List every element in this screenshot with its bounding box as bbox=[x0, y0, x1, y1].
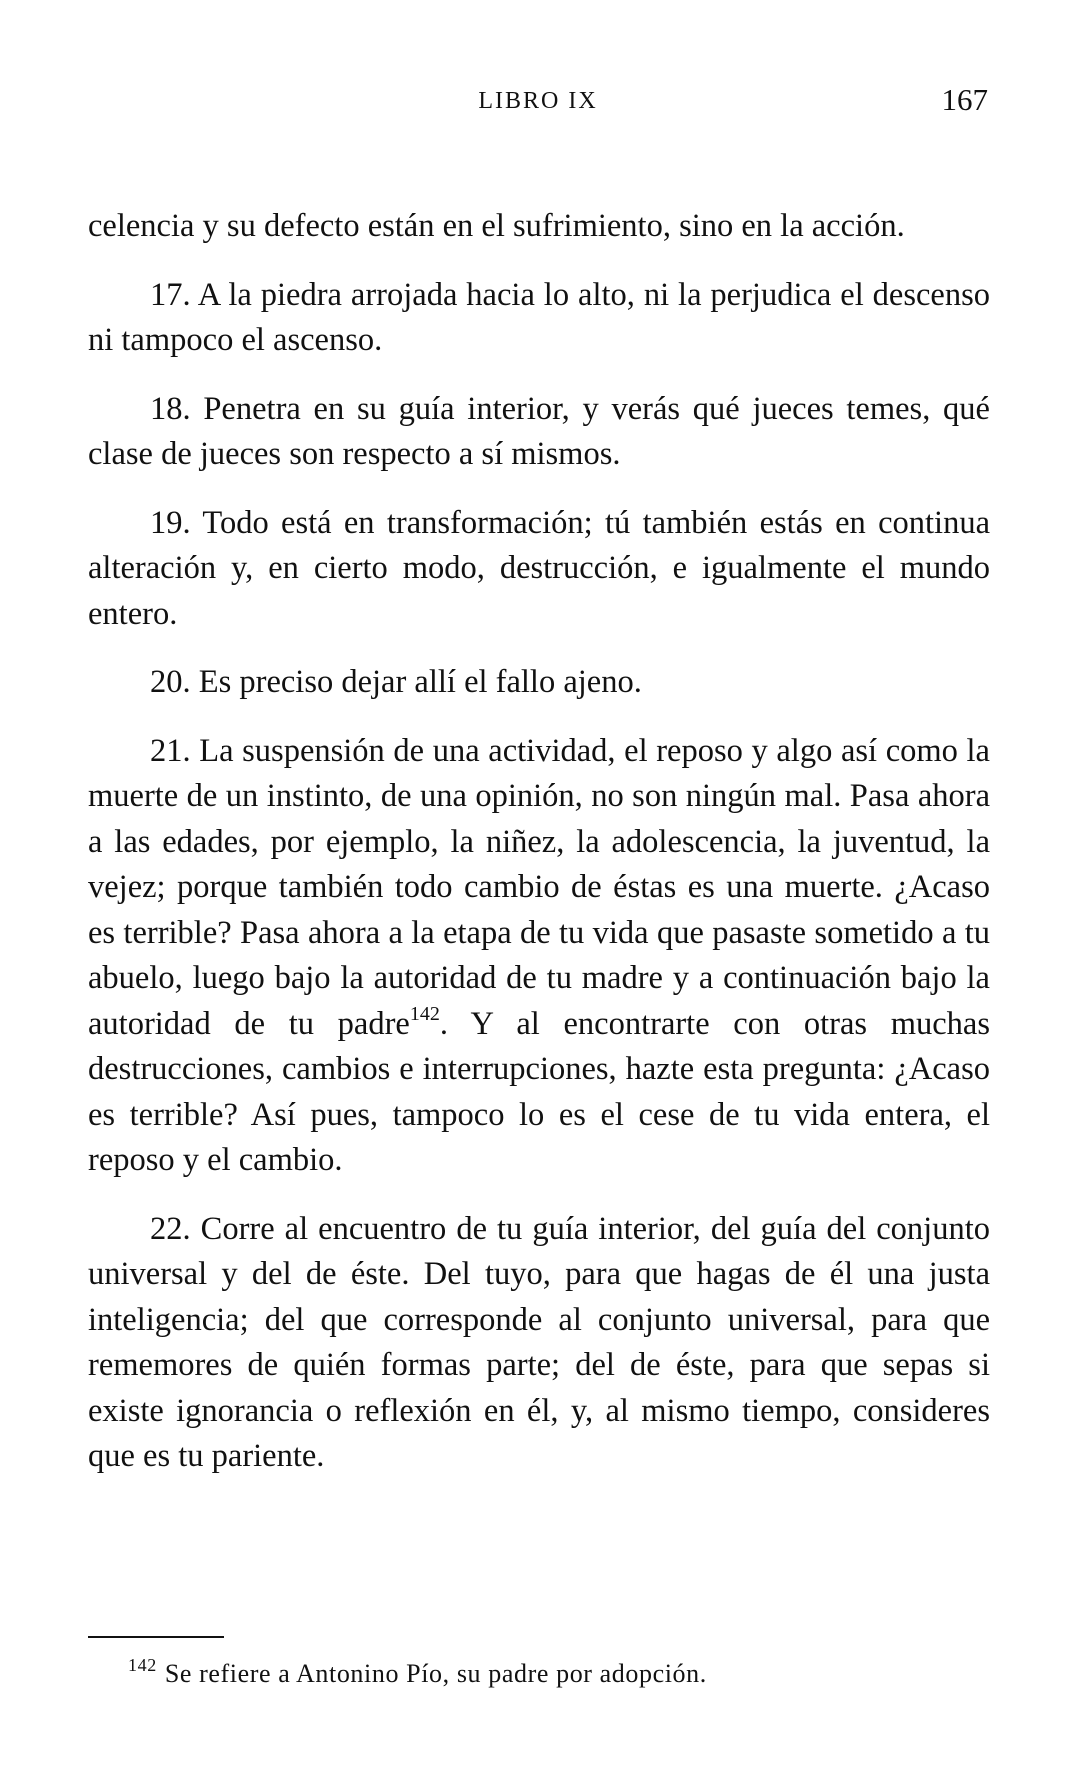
paragraph-21-part-b: . Y al encontrarte con otras muchas destrucciones, cambios e interrupciones, hazte esta pregunta: ¿Acaso es terrible? Así pues, tampoco lo es el cese de tu vida entera, el reposo y el cambio. bbox=[88, 1005, 991, 1178]
running-head bbox=[88, 82, 988, 122]
paragraph-20: 20. Es preciso dejar allí el fallo ajeno. bbox=[150, 664, 642, 700]
paragraph-17: 17. A la piedra arrojada hacia lo alto, ni la perjudica el descenso ni tampoco el ascenso. bbox=[88, 276, 990, 358]
running-title: LIBRO IX bbox=[478, 88, 598, 114]
body-text bbox=[88, 204, 990, 1503]
footnote-text: Se refiere a Antonino Pío, su padre por adopción. bbox=[164, 1659, 707, 1688]
paragraph-21 bbox=[88, 729, 990, 1184]
paragraph-22: 22. Corre al encuentro de tu guía interior, del guía del conjunto universal y del de éste. Del tuyo, para que hagas de él una justa inteligencia; del que corresponde al conjunto universal, para que rememores de quién formas parte; del de éste, para que sepas si existe ignorancia o reflexión en él, y, al mismo tiempo, consideres que es tu pariente. bbox=[88, 1210, 990, 1474]
paragraph-19: 19. Todo está en transformación; tú también estás en continua alteración y, en cierto modo, destrucción, e igualmente el mundo entero. bbox=[88, 504, 990, 632]
footnote-divider bbox=[88, 1636, 224, 1638]
paragraph-continued: celencia y su defecto están en el sufrimiento, sino en la acción. bbox=[88, 208, 905, 244]
footnote bbox=[128, 1656, 988, 1692]
footnote-number: 142 bbox=[128, 1655, 157, 1675]
paragraph-21-part-a: 21. La suspensión de una actividad, el reposo y algo así como la muerte de un instinto, de una opinión, no son ningún mal. Pasa ahora a las edades, por ejemplo, la niñez, la adolescencia, la juventud, la vejez; porque también todo cambio de éstas es una muerte. ¿Acaso es terrible? Pasa ahora a la etapa de tu vida que pasaste sometido a tu abuelo, luego bajo la autoridad de tu madre y a continuación bajo la autoridad de tu padre bbox=[88, 732, 990, 1042]
page-number: 167 bbox=[941, 82, 988, 117]
paragraph-18: 18. Penetra en su guía interior, y verás qué jueces temes, qué clase de jueces son respecto a sí mismos. bbox=[88, 390, 990, 472]
footnote-reference: 142 bbox=[409, 1002, 440, 1025]
